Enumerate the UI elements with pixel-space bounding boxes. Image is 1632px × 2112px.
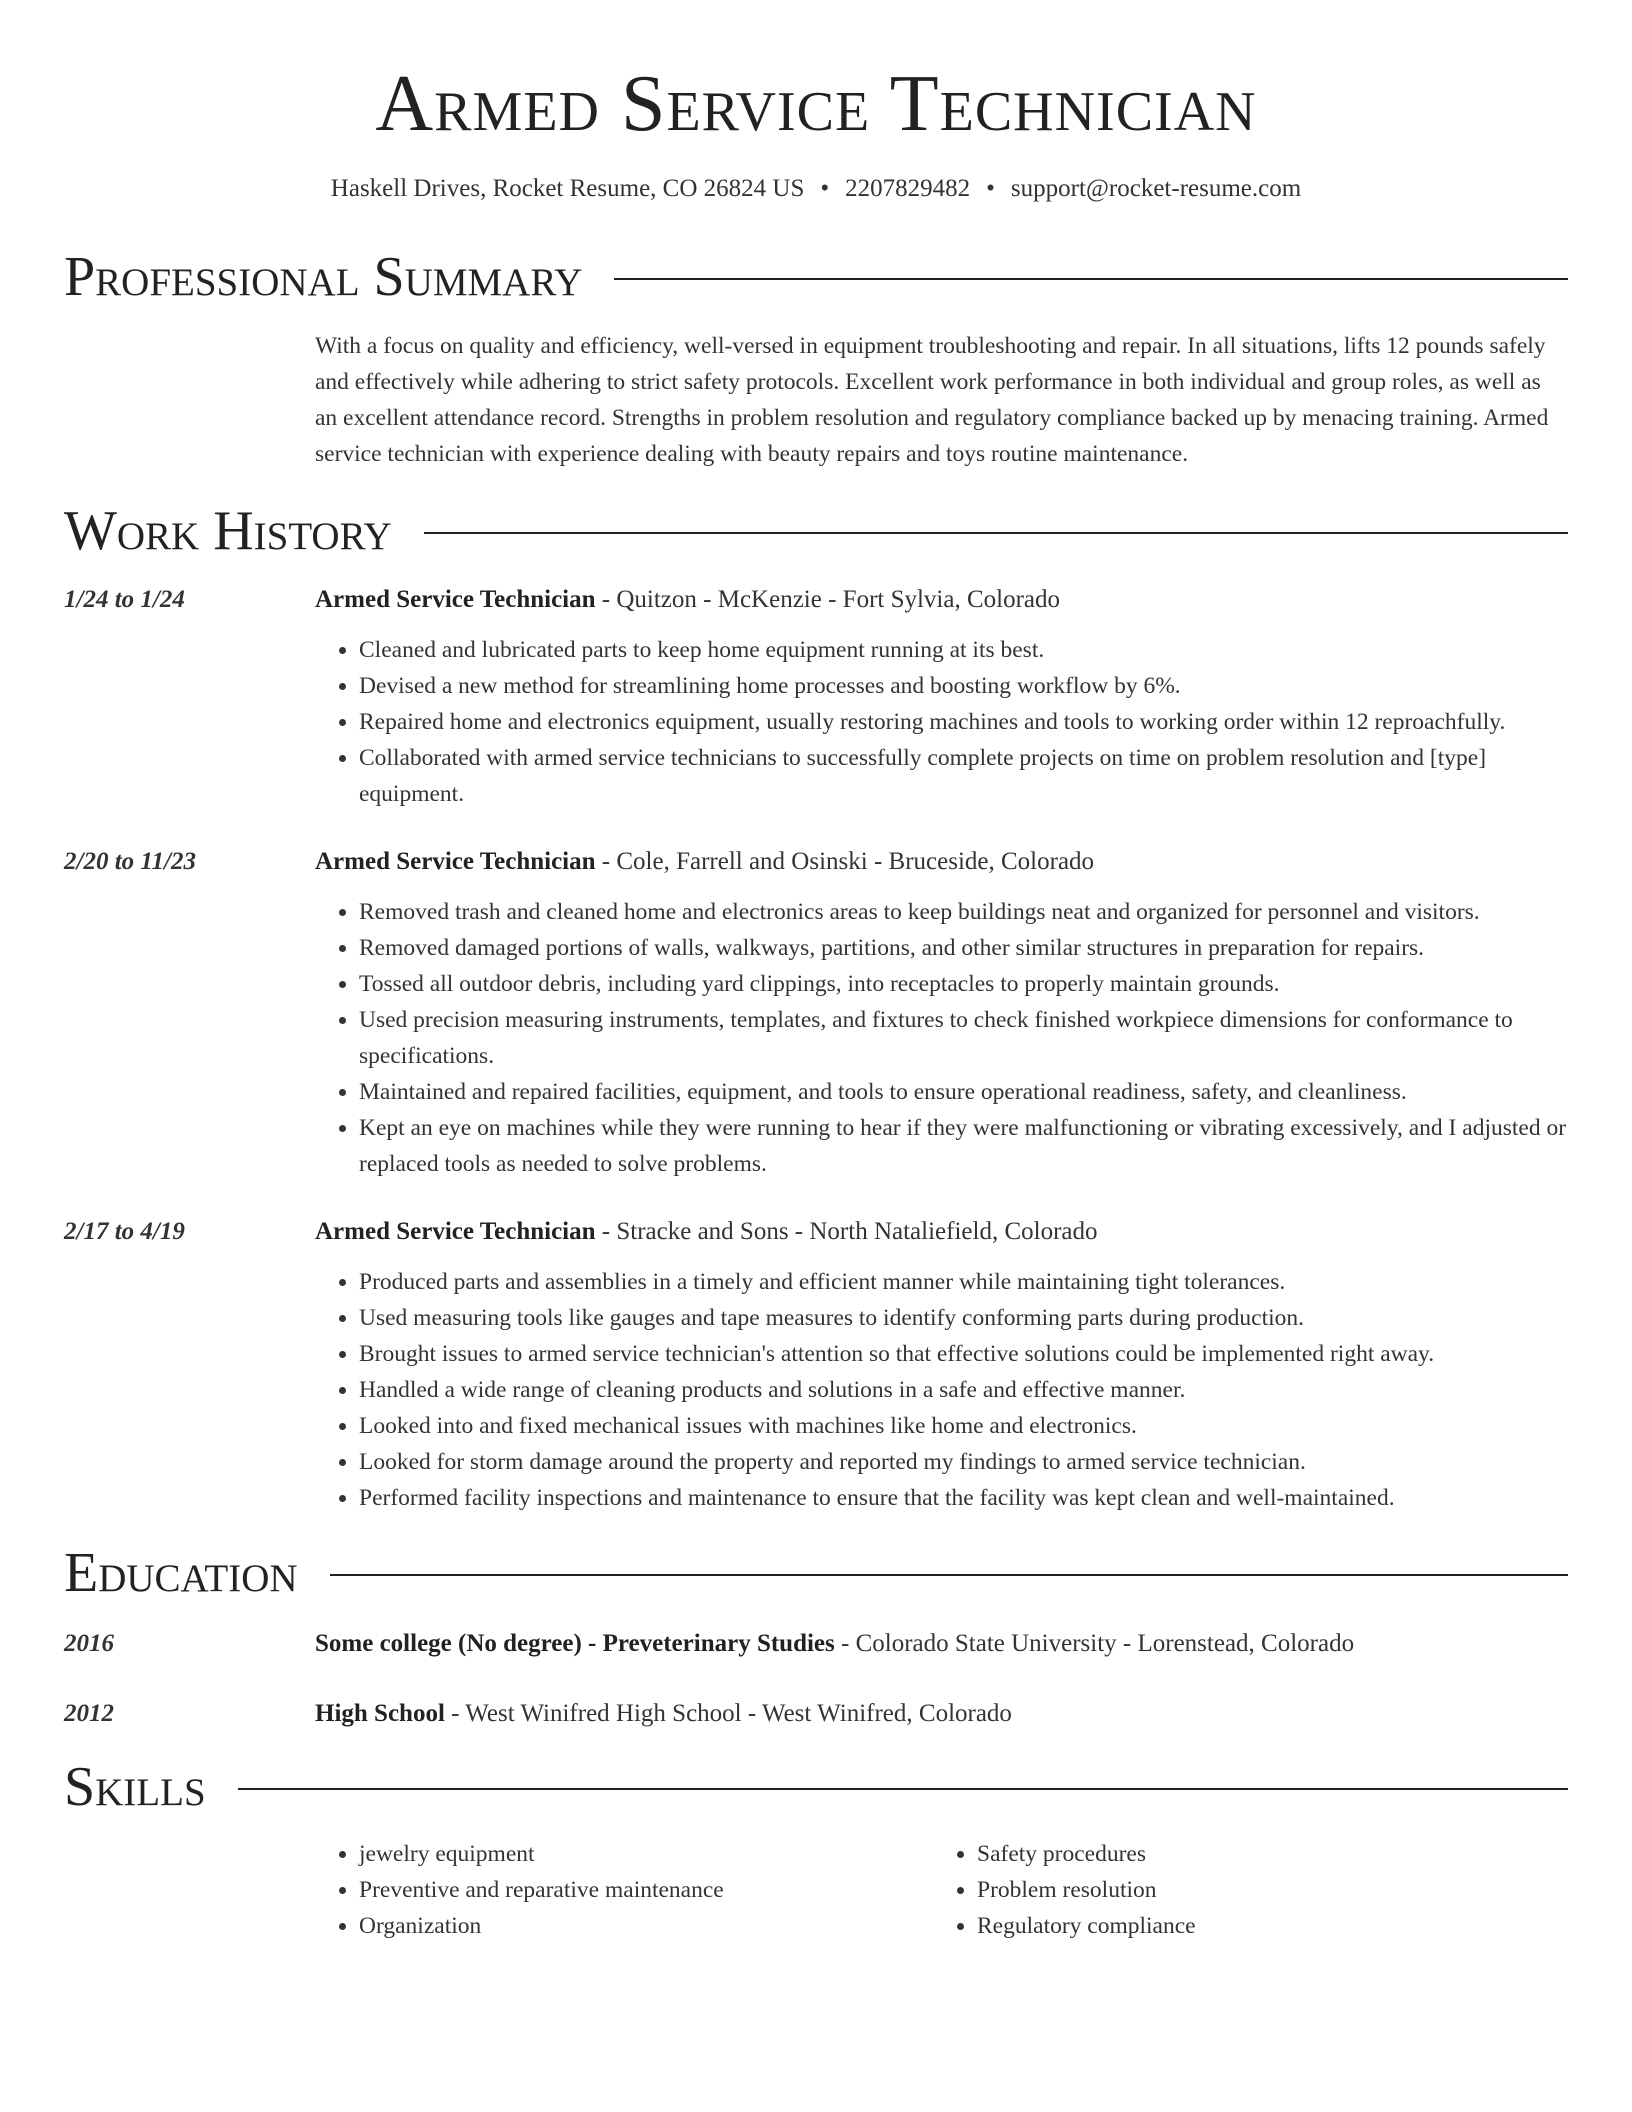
summary-text: With a focus on quality and efficiency, well-versed in equipment troubleshooting and repair. In all situations, lifts 12 pounds safely and effectively while adhering to strict safety protocols. Excellent work performance in both individual and group roles, as well as an excellent attendance record. Strengths in problem resolution and regulatory compliance backed up by menacing training. Armed service technician with experience dealing with beauty repairs and toys routine maintenance. — [315, 333, 1549, 467]
job-details: - Stracke and Sons - North Nataliefield, Colorado — [595, 1218, 1098, 1245]
education-section-header — [64, 1538, 1568, 1608]
school-details: - Colorado State University - Lorenstead, Colorado — [834, 1630, 1355, 1657]
skill-item: • Safety procedures — [977, 1836, 1537, 1872]
work-dates: 2/17 to 4/19 — [64, 1218, 185, 1245]
work-bullet: • Devised a new method for streamlining home processes and boosting workflow by 6%. — [359, 668, 1568, 704]
education-year: 2016 — [64, 1630, 114, 1657]
education-heading — [315, 1696, 1568, 1732]
work-bullet: • Looked for storm damage around the property and reported my findings to armed service technician. — [359, 1444, 1568, 1480]
work-entry-heading — [315, 582, 1568, 618]
job-title: Armed Service Technician — [315, 586, 596, 613]
work-bullets — [315, 894, 1568, 1182]
section-divider — [330, 1574, 1568, 1576]
work-section-header — [64, 496, 1568, 566]
contact-phone: 2207829482 — [845, 175, 971, 202]
education-entry — [64, 1626, 1568, 1662]
work-entry-heading — [315, 1214, 1568, 1250]
skills-list — [315, 1836, 1568, 1944]
work-bullet: • Kept an eye on machines while they were running to hear if they were malfunctioning or vibrating excessively, and I adjusted or replaced tools as needed to solve problems. — [359, 1110, 1568, 1182]
work-entry-body — [315, 1214, 1568, 1516]
skills-section-title: Skills — [64, 1756, 206, 1818]
contact-separator: • — [986, 175, 995, 202]
work-bullet: • Looked into and fixed mechanical issues with machines like home and electronics. — [359, 1408, 1568, 1444]
work-bullet: • Produced parts and assemblies in a timely and efficient manner while maintaining tight tolerances. — [359, 1264, 1568, 1300]
work-bullet: • Brought issues to armed service technician's attention so that effective solutions could be implemented right away. — [359, 1336, 1568, 1372]
section-divider — [424, 532, 1568, 534]
work-section-title: Work History — [64, 500, 392, 562]
work-bullet: • Collaborated with armed service technicians to successfully complete projects on time on problem resolution and [type] equipment. — [359, 740, 1568, 812]
work-dates: 1/24 to 1/24 — [64, 586, 185, 613]
school-details: - West Winifred High School - West Winifred, Colorado — [444, 1700, 1012, 1727]
work-bullet: • Used precision measuring instruments, templates, and fixtures to check finished workpiece dimensions for conformance to specifications. — [359, 1002, 1568, 1074]
work-bullet: • Used measuring tools like gauges and tape measures to identify conforming parts during production. — [359, 1300, 1568, 1336]
degree: Some college (No degree) - Preveterinary Studies — [315, 1630, 835, 1657]
section-divider — [614, 278, 1568, 280]
work-entry — [64, 1214, 1568, 1516]
work-bullet: • Removed trash and cleaned home and electronics areas to keep buildings neat and organized for personnel and visitors. — [359, 894, 1568, 930]
education-heading — [315, 1626, 1568, 1662]
work-entry — [64, 582, 1568, 812]
skill-item: • Problem resolution — [977, 1872, 1537, 1908]
education-section-title: Education — [64, 1542, 298, 1604]
work-entry-body — [315, 844, 1568, 1182]
work-bullet: • Performed facility inspections and maintenance to ensure that the facility was kept clean and well-maintained. — [359, 1480, 1568, 1516]
resume-page — [64, 0, 1568, 1944]
work-entry-body — [315, 582, 1568, 812]
resume-name: Armed Service Technician — [375, 60, 1257, 148]
education-year: 2012 — [64, 1700, 114, 1727]
contact-email: support@rocket-resume.com — [1010, 175, 1302, 202]
work-bullet: • Handled a wide range of cleaning products and solutions in a safe and effective manner. — [359, 1372, 1568, 1408]
degree: High School — [315, 1700, 445, 1727]
work-bullet: • Tossed all outdoor debris, including yard clippings, into receptacles to properly maintain grounds. — [359, 966, 1568, 1002]
work-bullet: • Repaired home and electronics equipment, usually restoring machines and tools to working order within 12 reproachfully. — [359, 704, 1568, 740]
summary-section-header — [64, 242, 1568, 312]
work-bullet: • Removed damaged portions of walls, walkways, partitions, and other similar structures in preparation for repairs. — [359, 930, 1568, 966]
job-title: Armed Service Technician — [315, 1218, 596, 1245]
work-bullet: • Maintained and repaired facilities, equipment, and tools to ensure operational readiness, safety, and cleanliness. — [359, 1074, 1568, 1110]
work-bullet: • Cleaned and lubricated parts to keep home equipment running at its best. — [359, 632, 1568, 668]
contact-address: Haskell Drives, Rocket Resume, CO 26824 US — [330, 175, 805, 202]
summary-section-title: Professional Summary — [64, 246, 583, 308]
work-bullets — [315, 632, 1568, 812]
contact-line — [64, 172, 1568, 206]
contact-separator: • — [820, 175, 830, 202]
job-details: - Cole, Farrell and Osinski - Bruceside, Colorado — [595, 848, 1095, 875]
work-dates: 2/20 to 11/23 — [64, 848, 196, 875]
education-entry-body — [315, 1626, 1568, 1662]
section-divider — [238, 1788, 1568, 1790]
skill-item: • Organization — [359, 1908, 933, 1944]
skills-column-left — [315, 1836, 933, 1944]
education-entry-body — [315, 1696, 1568, 1732]
skill-item: • Regulatory compliance — [977, 1908, 1537, 1944]
education-entry — [64, 1696, 1568, 1732]
skills-column-right — [933, 1836, 1537, 1944]
job-details: - Quitzon - McKenzie - Fort Sylvia, Colorado — [595, 586, 1061, 613]
skills-section-header — [64, 1752, 1568, 1822]
work-bullets — [315, 1264, 1568, 1516]
work-entry-heading — [315, 844, 1568, 880]
job-title: Armed Service Technician — [315, 848, 596, 875]
skill-item: • jewelry equipment — [359, 1836, 933, 1872]
work-entry — [64, 844, 1568, 1182]
skill-item: • Preventive and reparative maintenance — [359, 1872, 933, 1908]
